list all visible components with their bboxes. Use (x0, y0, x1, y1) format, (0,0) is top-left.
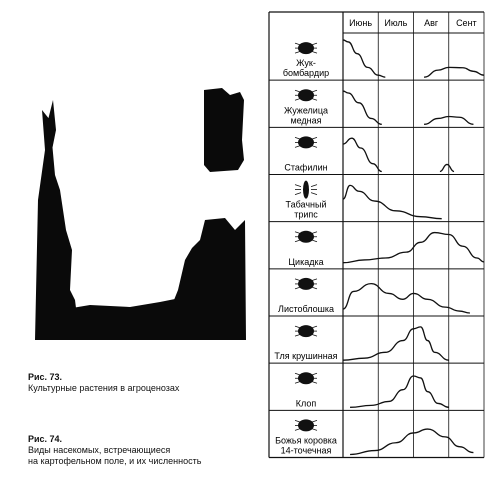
aphid-icon (295, 325, 317, 337)
abundance-curve-5 (343, 284, 470, 313)
ladybird-icon (295, 419, 317, 431)
abundance-curve-8 (350, 429, 473, 454)
species-name-5-0: Листоблошка (278, 304, 334, 314)
figure-74-label: Рис. 74. (28, 434, 63, 444)
abundance-curve-6 (343, 327, 449, 360)
figure-73-label: Рис. 73. (28, 372, 63, 382)
figure-74-text-line2: на картофельном поле, и их численность (28, 456, 202, 466)
month-label-3: Сент (456, 18, 477, 28)
species-name-6-0: Тля крушинная (274, 351, 338, 362)
abundance-curve-0 (343, 40, 385, 77)
rove-beetle-icon (295, 136, 317, 148)
figure-73-text: Культурные растения в агроценозах (28, 383, 180, 393)
month-label-1: Июль (384, 18, 408, 28)
figure-74-text-line1: Виды насекомых, встречающиеся (28, 445, 171, 455)
month-label-0: Июнь (349, 18, 373, 28)
thrips-icon (295, 181, 317, 199)
psyllid-icon (295, 278, 317, 290)
species-name-1-0: Жужелица (284, 105, 328, 116)
bug-icon (295, 372, 317, 384)
abundance-curve-7 (350, 376, 449, 407)
abundance-curve-late-0 (424, 67, 484, 77)
species-name-0-1: бомбардир (282, 68, 330, 79)
species-name-0-0: Жук- (296, 58, 316, 69)
month-label-2: Авг (424, 18, 439, 28)
species-name-8-1: 14-точечная (280, 445, 332, 456)
species-name-8-0: Божья коровка (275, 435, 337, 446)
species-name-3-1: трипс (294, 209, 318, 220)
abundance-curve-late-2 (440, 164, 454, 171)
species-name-4-0: Цикадка (288, 256, 324, 267)
abundance-curve-1 (343, 91, 382, 124)
species-name-2-0: Стафилин (284, 162, 328, 173)
species-name-7-0: Клоп (295, 398, 317, 409)
leafhopper-icon (295, 231, 317, 243)
species-name-1-1: медная (290, 115, 322, 126)
beetle-bombardier-icon (295, 42, 317, 54)
species-name-3-0: Табачный (285, 199, 327, 210)
abundance-curve-2 (343, 138, 382, 171)
abundance-curve-3 (343, 185, 442, 218)
ground-beetle-icon (295, 89, 317, 101)
